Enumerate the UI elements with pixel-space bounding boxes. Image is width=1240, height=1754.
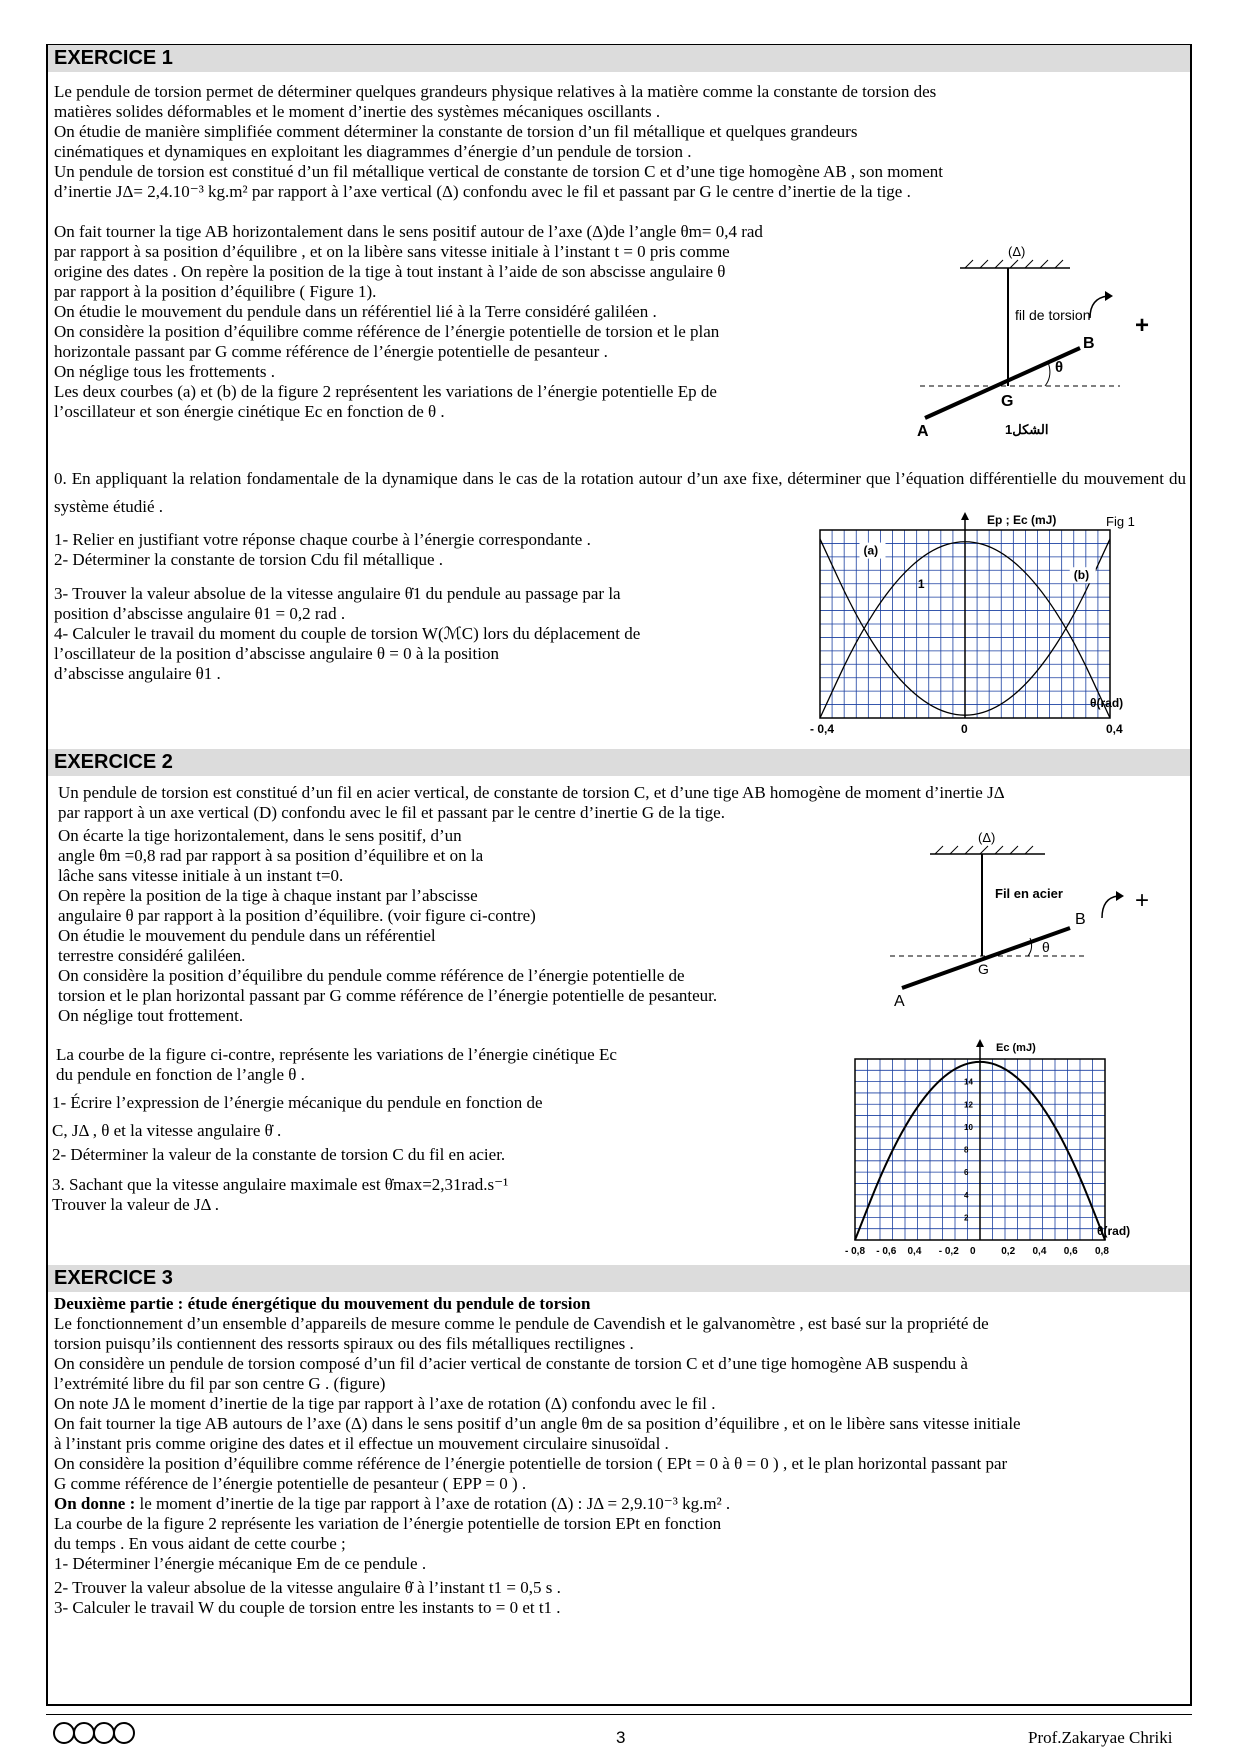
rod-ab: [902, 928, 1070, 988]
text-line: du temps . En vous aidant de cette courbe ;: [54, 1534, 346, 1553]
x-tick-label: - 0,8: [845, 1246, 866, 1257]
text-line: terrestre considéré galiléen.: [58, 946, 246, 965]
figure-caption: الشكل1: [1005, 422, 1049, 437]
point-g: G: [978, 961, 989, 977]
point-a: A: [894, 993, 905, 1006]
x-tick-label: - 0,2: [938, 1246, 959, 1257]
text-line: torsion et le plan horizontal passant par G comme référence de l’énergie potentielle de pesanteur.: [58, 986, 718, 1005]
text-line: On repère la position de la tige à chaque instant par l’abscisse: [58, 886, 478, 905]
rotation-arrowhead: [1105, 291, 1113, 301]
wire-label: Fil en acier: [995, 886, 1063, 901]
ex1-questions: [54, 530, 640, 684]
question-3b: Trouver la valeur de JΔ .: [52, 1195, 220, 1214]
ex1-pendulum-figure: [905, 238, 1165, 448]
y-tick-label: 1: [917, 577, 925, 592]
question-1: 1- Déterminer l’énergie mécanique Em de ce pendule .: [54, 1554, 427, 1573]
text-line: Le pendule de torsion permet de déterminer quelques grandeurs physique relatives à la matière comme la constante de torsion des: [54, 82, 937, 101]
text-line: On néglige tout frottement.: [58, 1006, 244, 1025]
given-text: le moment d’inertie de la tige par rapport à l’axe de rotation (Δ) : JΔ = 2,9.10⁻³ kg.m² .: [135, 1494, 731, 1513]
theta-label: θ: [1042, 939, 1050, 955]
ex1-setup: [54, 222, 763, 422]
x-tick-label: 0: [961, 722, 968, 735]
question-4b: l’oscillateur de la position d’abscisse angulaire θ = 0 à la position: [54, 644, 499, 663]
text-line: On considère la position d’équilibre du pendule comme référence de l’énergie potentielle de: [58, 966, 685, 985]
question-2: 2- Déterminer la valeur de la constante de torsion C du fil en acier.: [52, 1145, 506, 1164]
text-line: On étudie le mouvement du pendule dans un référentiel lié à la Terre considéré galiléen .: [54, 302, 657, 321]
question-2: 2- Trouver la valeur absolue de la vitesse angulaire θ̇ à l’instant t1 = 0,5 s .: [54, 1578, 561, 1597]
question-2: 2- Déterminer la constante de torsion Cdu fil métallique .: [54, 550, 443, 569]
text-line: angle θm =0,8 rad par rapport à sa position d’équilibre et on la: [58, 846, 484, 865]
text-line: l’oscillateur et son énergie cinétique Ec en fonction de θ .: [54, 402, 445, 421]
ceiling-hatch: [935, 846, 1033, 854]
theta-label: θ: [1055, 359, 1064, 376]
point-b: B: [1075, 911, 1086, 928]
license-icon: [52, 1721, 142, 1745]
text-line: On étudie de manière simplifiée comment déterminer la constante de torsion d’un fil métallique et quelques grandeurs: [54, 122, 858, 141]
x-tick-label: 0,4: [907, 1246, 922, 1257]
exercise-1-title: EXERCICE 1: [48, 45, 1190, 72]
y-axis-arrow: [961, 512, 969, 520]
series-label-a: (a): [863, 543, 879, 558]
text-line: Le fonctionnement d’un ensemble d’appareils de mesure comme le pendule de Cavendish et le galvanomètre , est basé sur la propriété de: [54, 1314, 989, 1333]
question-3: 3- Calculer le travail W du couple de torsion entre les instants to = 0 et t1 .: [54, 1598, 561, 1617]
text-line: par rapport à sa position d’équilibre , et on la libère sans vitesse initiale à l’instant t = 0 pris comme: [54, 242, 730, 261]
ex2-kinetic-chart: [835, 1035, 1165, 1260]
axis-label: (Δ): [1008, 244, 1026, 259]
text-line: G comme référence de l’énergie potentielle de pesanteur ( EPP = 0 ) .: [54, 1474, 527, 1493]
given-line: [54, 1494, 1021, 1514]
ex3-subtitle: Deuxième partie : étude énergétique du mouvement du pendule de torsion: [54, 1294, 591, 1313]
x-tick-label: 0,6: [1063, 1246, 1078, 1257]
y-tick-label: 8: [964, 1145, 969, 1155]
positive-sign: +: [1135, 887, 1150, 914]
footer-rule: [46, 1714, 1192, 1715]
text-line: matières solides déformables et le moment d’inertie des systèmes mécaniques oscillants .: [54, 102, 661, 121]
ex1-intro: [54, 82, 943, 202]
text-line: lâche sans vitesse initiale à un instant t=0.: [58, 866, 344, 885]
exercise-2-title: EXERCICE 2: [48, 749, 1190, 776]
text-line: On étudie le mouvement du pendule dans un référentiel: [58, 926, 436, 945]
series-label-b: (b): [1073, 568, 1090, 583]
x-tick-label: 0,8: [1095, 1246, 1109, 1257]
text-line: On fait tourner la tige AB horizontalement dans le sens positif autour de l’axe (Δ)de l’angle θm= 0,4 rad: [54, 222, 763, 241]
text-line: du pendule en fonction de l’angle θ .: [56, 1065, 305, 1084]
text-line: On fait tourner la tige AB autours de l’axe (Δ) dans le sens positif d’un angle θm de sa position d’équilibre , et on le libère sans vitesse initiale: [54, 1414, 1021, 1433]
y-axis-label: Ep ; Ec (mJ): [987, 513, 1057, 527]
x-tick-label: 0,4: [1032, 1246, 1047, 1257]
positive-sign: +: [1135, 312, 1150, 339]
text-line: par rapport à la position d’équilibre ( Figure 1).: [54, 282, 377, 301]
text-line: On note JΔ le moment d’inertie de la tige par rapport à l’axe de rotation (Δ) confondu avec le fil .: [54, 1394, 716, 1413]
wire-label: fil de torsion: [1015, 307, 1091, 323]
text-line: par rapport à un axe vertical (D) confondu avec le fil et passant par le centre d’inertie G de la tige.: [58, 803, 725, 822]
x-tick-label: 0: [970, 1246, 976, 1257]
question-4: 4- Calculer le travail du moment du couple de torsion W(ℳC) lors du déplacement de: [54, 624, 641, 643]
rotation-arrowhead: [1116, 891, 1124, 901]
text-line: La courbe de la figure 2 représente les variation de l’énergie potentielle de torsion EPt en fonction: [54, 1514, 722, 1533]
text-line: La courbe de la figure ci-contre, représente les variations de l’énergie cinétique Ec: [56, 1045, 617, 1064]
x-axis-label: θ(rad): [1090, 696, 1124, 710]
ex3-body: [54, 1294, 1021, 1618]
y-tick-label: 10: [964, 1122, 973, 1132]
y-tick-label: 4: [964, 1190, 969, 1200]
rotation-arrow: [1102, 896, 1118, 918]
y-tick-label: 12: [964, 1100, 973, 1110]
question-1: 1- Relier en justifiant votre réponse chaque courbe à l’énergie correspondante .: [54, 530, 591, 549]
y-axis-label: Ec (mJ): [996, 1042, 1036, 1054]
text-line: horizontale passant par G comme référence de l’énergie potentielle de pesanteur .: [54, 342, 608, 361]
point-a: A: [917, 423, 929, 440]
x-tick-label: - 0,4: [810, 722, 835, 735]
x-tick-label: - 0,6: [876, 1246, 897, 1257]
x-axis-label: θ(rad): [1097, 1224, 1131, 1238]
question-1b: C, JΔ , θ et la vitesse angulaire θ̇ .: [52, 1121, 282, 1140]
x-tick-label: 0,2: [1001, 1246, 1016, 1257]
ex2-setup: [58, 826, 717, 1026]
question-3: 3- Trouver la valeur absolue de la vitesse angulaire θ̇1 du pendule au passage par la: [54, 584, 621, 603]
ex1-q0: 0. En appliquant la relation fondamentale de la dynamique dans le cas de la rotation autour d’un axe fixe, déterminer que l’équation différentielle du mouvement du système étudié .: [54, 469, 1186, 516]
ex2-curve-text: [56, 1045, 617, 1085]
question-4c: d’abscisse angulaire θ1 .: [54, 664, 221, 683]
question-3b: position d’abscisse angulaire θ1 = 0,2 rad .: [54, 604, 346, 623]
text-line: Un pendule de torsion est constitué d’un fil en acier vertical, de constante de torsion C, et d’une tige AB homogène de moment d’inertie JΔ: [58, 783, 1005, 802]
text-line: d’inertie JΔ= 2,4.10⁻³ kg.m² par rapport à l’axe vertical (Δ) confondu avec le fil et passant par G le centre d’inertie de la tige .: [54, 182, 911, 201]
text-line: On écarte la tige horizontalement, dans le sens positif, d’un: [58, 826, 462, 845]
author: Prof.Zakaryae Chriki: [1028, 1728, 1173, 1747]
question-3: 3. Sachant que la vitesse angulaire maximale est θ̇max=2,31rad.s⁻¹: [52, 1175, 509, 1194]
text-line: Les deux courbes (a) et (b) de la figure 2 représentent les variations de l’énergie potentielle Ep de: [54, 382, 717, 401]
text-line: à l’instant pris comme origine des dates et il effectue un mouvement circulaire sinusoïdal .: [54, 1434, 669, 1453]
chart-title: Fig 1: [1106, 514, 1135, 529]
page-number: 3: [616, 1728, 626, 1747]
ex2-questions: [52, 1093, 543, 1215]
y-tick-label: 6: [964, 1168, 969, 1178]
text-line: origine des dates . On repère la position de la tige à tout instant à l’aide de son abscisse angulaire θ: [54, 262, 726, 281]
ceiling-hatch: [965, 260, 1063, 268]
y-tick-label: 2: [964, 1213, 969, 1223]
text-line: Un pendule de torsion est constitué d’un fil métallique vertical de constante de torsion C et d’une tige homogène AB , son moment: [54, 162, 943, 181]
text-line: On néglige tous les frottements .: [54, 362, 275, 381]
y-tick-label: 14: [964, 1077, 973, 1087]
text-line: torsion puisqu’ils contiennent des ressorts spiraux ou des fils métalliques rectilignes .: [54, 1334, 634, 1353]
text-line: On considère un pendule de torsion composé d’un fil d’acier vertical de constante de torsion C et d’une tige homogène AB suspendu à: [54, 1354, 968, 1373]
given-label: On donne :: [54, 1494, 136, 1513]
x-tick-label: 0,4: [1106, 722, 1123, 735]
ex2-intro: [58, 783, 1005, 823]
text-line: angulaire θ par rapport à la position d’équilibre. (voir figure ci-contre): [58, 906, 536, 925]
question-1: 1- Écrire l’expression de l’énergie mécanique du pendule en fonction de: [52, 1093, 543, 1112]
text-line: On considère la position d’équilibre comme référence de l’énergie potentielle de torsion et le plan: [54, 322, 720, 341]
axis-label: (Δ): [978, 830, 996, 845]
point-b: B: [1083, 335, 1095, 352]
ex1-energy-chart: [800, 510, 1180, 735]
text-line: cinématiques et dynamiques en exploitant les diagrammes d’énergie d’un pendule de torsion .: [54, 142, 692, 161]
exercise-3-title: EXERCICE 3: [48, 1265, 1190, 1292]
ex2-pendulum-figure: [880, 826, 1170, 1006]
text-line: On considère la position d’équilibre comme référence de l’énergie potentielle de torsion ( EPt = 0 à θ = 0 ) , et le plan horizontal passant par: [54, 1454, 1008, 1473]
point-g: G: [1001, 393, 1014, 410]
y-axis-arrow: [976, 1039, 984, 1047]
text-line: l’extrémité libre du fil par son centre G . (figure): [54, 1374, 386, 1393]
